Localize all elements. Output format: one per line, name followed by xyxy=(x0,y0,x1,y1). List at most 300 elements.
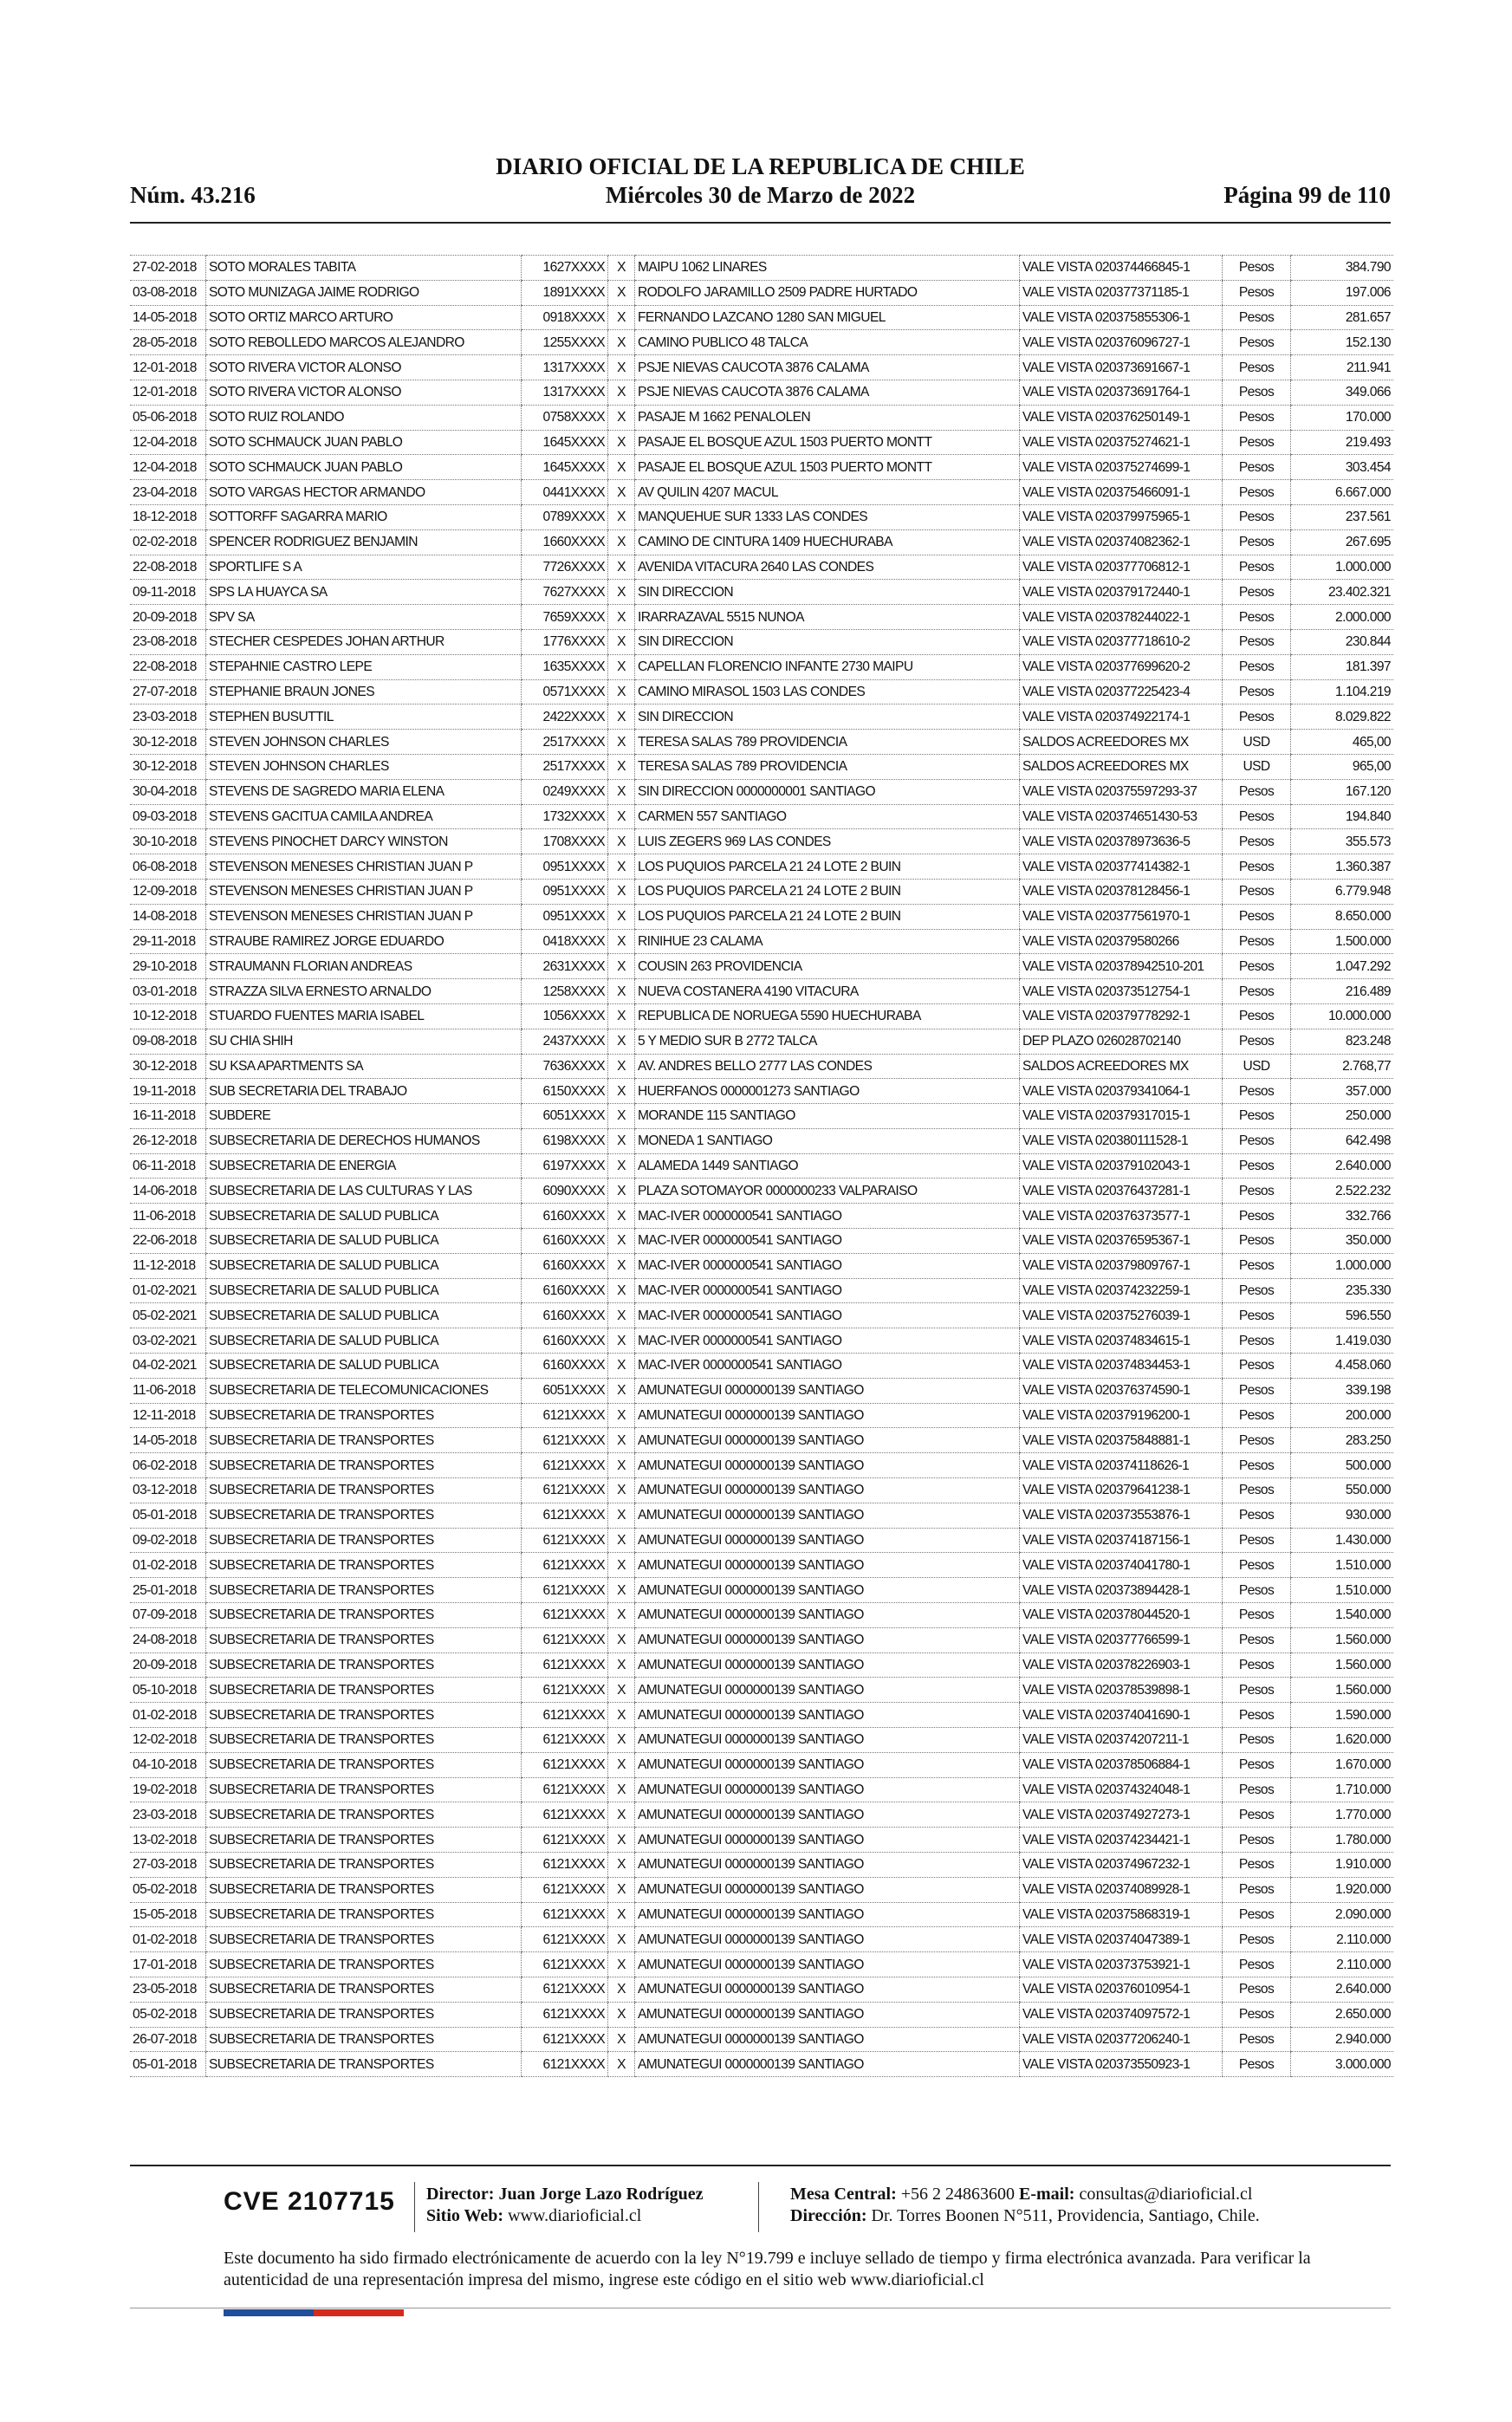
name-cell: SUBSECRETARIA DE TRANSPORTES xyxy=(206,1902,522,1927)
amount-cell: 181.397 xyxy=(1291,654,1394,679)
date-cell: 30-12-2018 xyxy=(130,1054,206,1079)
document-cell: VALE VISTA 020377561970-1 xyxy=(1020,904,1223,929)
rut-cell: 6121XXXX xyxy=(522,1952,608,1977)
amount-cell: 384.790 xyxy=(1291,256,1394,281)
mark-cell: X xyxy=(608,1204,635,1229)
currency-cell: Pesos xyxy=(1223,280,1291,305)
date-cell: 16-11-2018 xyxy=(130,1104,206,1129)
currency-cell: Pesos xyxy=(1223,330,1291,355)
name-cell: SOTO RUIZ ROLANDO xyxy=(206,405,522,430)
amount-cell: 235.330 xyxy=(1291,1278,1394,1303)
name-cell: STEVEN JOHNSON CHARLES xyxy=(206,730,522,755)
currency-cell: Pesos xyxy=(1223,854,1291,880)
amount-cell: 1.770.000 xyxy=(1291,1802,1394,1828)
currency-cell: Pesos xyxy=(1223,1403,1291,1428)
date-cell: 24-08-2018 xyxy=(130,1627,206,1653)
mark-cell: X xyxy=(608,1627,635,1653)
table-row xyxy=(130,1003,1393,1029)
document-cell: VALE VISTA 020376437281-1 xyxy=(1020,1179,1223,1204)
name-cell: SUBSECRETARIA DE TRANSPORTES xyxy=(206,1603,522,1628)
address-cell: ALAMEDA 1449 SANTIAGO xyxy=(635,1153,1020,1179)
date-cell: 09-03-2018 xyxy=(130,804,206,829)
rut-cell: 6121XXXX xyxy=(522,1553,608,1578)
mark-cell: X xyxy=(608,754,635,779)
date-cell: 03-01-2018 xyxy=(130,979,206,1004)
mark-cell: X xyxy=(608,904,635,929)
currency-cell: Pesos xyxy=(1223,1378,1291,1403)
address-cell: AV QUILIN 4207 MACUL xyxy=(635,480,1020,505)
name-cell: STECHER CESPEDES JOHAN ARTHUR xyxy=(206,629,522,654)
table-row xyxy=(130,1029,1393,1054)
rut-cell: 1776XXXX xyxy=(522,629,608,654)
mark-cell: X xyxy=(608,1229,635,1254)
date-cell: 05-01-2018 xyxy=(130,1503,206,1528)
currency-cell: Pesos xyxy=(1223,1128,1291,1153)
table-row xyxy=(130,1752,1393,1777)
name-cell: STEPHEN BUSUTTIL xyxy=(206,705,522,730)
document-cell: VALE VISTA 020378539898-1 xyxy=(1020,1678,1223,1703)
currency-cell: Pesos xyxy=(1223,455,1291,480)
date-cell: 05-10-2018 xyxy=(130,1678,206,1703)
currency-cell: Pesos xyxy=(1223,1927,1291,1952)
rut-cell: 1258XXXX xyxy=(522,979,608,1004)
address-cell: SIN DIRECCION xyxy=(635,580,1020,605)
mark-cell: X xyxy=(608,679,635,705)
rut-cell: 6160XXXX xyxy=(522,1204,608,1229)
address-cell: AMUNATEGUI 0000000139 SANTIAGO xyxy=(635,1503,1020,1528)
name-cell: STEVENS DE SAGREDO MARIA ELENA xyxy=(206,779,522,804)
date-cell: 14-05-2018 xyxy=(130,305,206,330)
date-cell: 14-08-2018 xyxy=(130,904,206,929)
address-cell: AMUNATEGUI 0000000139 SANTIAGO xyxy=(635,1752,1020,1777)
rut-cell: 1317XXXX xyxy=(522,355,608,380)
amount-cell: 1.710.000 xyxy=(1291,1777,1394,1802)
table-row xyxy=(130,1179,1393,1204)
amount-cell: 1.540.000 xyxy=(1291,1603,1394,1628)
rut-cell: 6121XXXX xyxy=(522,1678,608,1703)
mark-cell: X xyxy=(608,1503,635,1528)
amount-cell: 194.840 xyxy=(1291,804,1394,829)
rut-cell: 1635XXXX xyxy=(522,654,608,679)
mark-cell: X xyxy=(608,1877,635,1902)
mark-cell: X xyxy=(608,879,635,904)
address-cell: AVENIDA VITACURA 2640 LAS CONDES xyxy=(635,555,1020,580)
date-cell: 07-09-2018 xyxy=(130,1603,206,1628)
amount-cell: 10.000.000 xyxy=(1291,1003,1394,1029)
mark-cell: X xyxy=(608,280,635,305)
rut-cell: 1255XXXX xyxy=(522,330,608,355)
legal-notice: Este documento ha sido firmado electrónicamente de acuerdo con la ley N°19.799 e incluye sellado de tiempo y firma electrónica avanzada. Para verificar la autenticidad de una representación impresa del mismo, ingrese este código en el sitio web www.diarioficial.cl xyxy=(224,2249,1311,2289)
mark-cell: X xyxy=(608,1378,635,1403)
table-row xyxy=(130,529,1393,555)
document-cell: VALE VISTA 020379778292-1 xyxy=(1020,1003,1223,1029)
currency-cell: Pesos xyxy=(1223,1079,1291,1104)
address-cell: SIN DIRECCION 0000000001 SANTIAGO xyxy=(635,779,1020,804)
document-cell: VALE VISTA 020377718610-2 xyxy=(1020,629,1223,654)
rut-cell: 6121XXXX xyxy=(522,2002,608,2027)
rut-cell: 7636XXXX xyxy=(522,1054,608,1079)
rut-cell: 0571XXXX xyxy=(522,679,608,705)
date-cell: 12-01-2018 xyxy=(130,380,206,405)
address-cell: LOS PUQUIOS PARCELA 21 24 LOTE 2 BUIN xyxy=(635,854,1020,880)
amount-cell: 2.110.000 xyxy=(1291,1952,1394,1977)
rut-cell: 1645XXXX xyxy=(522,455,608,480)
table-row xyxy=(130,779,1393,804)
rut-cell: 6121XXXX xyxy=(522,1653,608,1678)
date-cell: 29-10-2018 xyxy=(130,954,206,979)
amount-cell: 250.000 xyxy=(1291,1104,1394,1129)
document-cell: VALE VISTA 020374927273-1 xyxy=(1020,1802,1223,1828)
document-cell: VALE VISTA 020378044520-1 xyxy=(1020,1603,1223,1628)
amount-cell: 1.500.000 xyxy=(1291,929,1394,954)
name-cell: SUBSECRETARIA DE TRANSPORTES xyxy=(206,1728,522,1753)
mark-cell: X xyxy=(608,529,635,555)
document-cell: VALE VISTA 020373691667-1 xyxy=(1020,355,1223,380)
date-cell: 18-12-2018 xyxy=(130,504,206,529)
mark-cell: X xyxy=(608,1752,635,1777)
table-row xyxy=(130,754,1393,779)
mark-cell: X xyxy=(608,1104,635,1129)
date-cell: 23-03-2018 xyxy=(130,705,206,730)
table-row xyxy=(130,879,1393,904)
currency-cell: Pesos xyxy=(1223,2002,1291,2027)
document-cell: VALE VISTA 020379341064-1 xyxy=(1020,1079,1223,1104)
date-cell: 12-01-2018 xyxy=(130,355,206,380)
mark-cell: X xyxy=(608,1703,635,1728)
mark-cell: X xyxy=(608,779,635,804)
address-cell: AMUNATEGUI 0000000139 SANTIAGO xyxy=(635,1853,1020,1878)
rut-cell: 6160XXXX xyxy=(522,1303,608,1328)
amount-cell: 2.640.000 xyxy=(1291,1977,1394,2002)
rut-cell: 6121XXXX xyxy=(522,1853,608,1878)
currency-cell: Pesos xyxy=(1223,2027,1291,2052)
address-cell: AMUNATEGUI 0000000139 SANTIAGO xyxy=(635,1528,1020,1553)
amount-cell: 596.550 xyxy=(1291,1303,1394,1328)
table-row xyxy=(130,455,1393,480)
amount-cell: 237.561 xyxy=(1291,504,1394,529)
currency-cell: Pesos xyxy=(1223,1029,1291,1054)
amount-cell: 1.360.387 xyxy=(1291,854,1394,880)
document-cell: VALE VISTA 020373894428-1 xyxy=(1020,1578,1223,1603)
document-cell: VALE VISTA 020374234421-1 xyxy=(1020,1828,1223,1853)
mark-cell: X xyxy=(608,330,635,355)
mark-cell: X xyxy=(608,1054,635,1079)
address-cell: HUERFANOS 0000001273 SANTIAGO xyxy=(635,1079,1020,1104)
mark-cell: X xyxy=(608,730,635,755)
date-cell: 04-10-2018 xyxy=(130,1752,206,1777)
amount-cell: 823.248 xyxy=(1291,1029,1394,1054)
currency-cell: Pesos xyxy=(1223,904,1291,929)
mark-cell: X xyxy=(608,1853,635,1878)
document-cell: VALE VISTA 020375466091-1 xyxy=(1020,480,1223,505)
currency-cell: Pesos xyxy=(1223,605,1291,630)
mark-cell: X xyxy=(608,1003,635,1029)
currency-cell: Pesos xyxy=(1223,256,1291,281)
currency-cell: Pesos xyxy=(1223,1553,1291,1578)
currency-cell: Pesos xyxy=(1223,829,1291,854)
table-row xyxy=(130,804,1393,829)
address-cell: 5 Y MEDIO SUR B 2772 TALCA xyxy=(635,1029,1020,1054)
address-cell: AMUNATEGUI 0000000139 SANTIAGO xyxy=(635,1902,1020,1927)
mark-cell: X xyxy=(608,1828,635,1853)
mark-cell: X xyxy=(608,1428,635,1453)
date-cell: 23-04-2018 xyxy=(130,480,206,505)
document-cell: VALE VISTA 020374922174-1 xyxy=(1020,705,1223,730)
amount-cell: 1.560.000 xyxy=(1291,1627,1394,1653)
rut-cell: 6121XXXX xyxy=(522,1703,608,1728)
table-row xyxy=(130,1104,1393,1129)
name-cell: STRAUMANN FLORIAN ANDREAS xyxy=(206,954,522,979)
amount-cell: 1.590.000 xyxy=(1291,1703,1394,1728)
email-label: E-mail: xyxy=(1019,2185,1075,2204)
address-cell: LOS PUQUIOS PARCELA 21 24 LOTE 2 BUIN xyxy=(635,879,1020,904)
rut-cell: 6160XXXX xyxy=(522,1253,608,1278)
address-cell: IRARRAZAVAL 5515 NUNOA xyxy=(635,605,1020,630)
date-cell: 04-02-2021 xyxy=(130,1354,206,1379)
issue-number: Núm. 43.216 xyxy=(130,182,256,208)
mark-cell: X xyxy=(608,1453,635,1478)
date-cell: 05-06-2018 xyxy=(130,405,206,430)
rut-cell: 6090XXXX xyxy=(522,1179,608,1204)
name-cell: SPS LA HUAYCA SA xyxy=(206,580,522,605)
currency-cell: Pesos xyxy=(1223,1627,1291,1653)
date-cell: 19-11-2018 xyxy=(130,1079,206,1104)
site-label: Sitio Web: xyxy=(426,2206,504,2225)
date-cell: 01-02-2018 xyxy=(130,1927,206,1952)
date-cell: 01-02-2018 xyxy=(130,1553,206,1578)
address-cell: AMUNATEGUI 0000000139 SANTIAGO xyxy=(635,1977,1020,2002)
mark-cell: X xyxy=(608,1728,635,1753)
name-cell: SUBSECRETARIA DE TRANSPORTES xyxy=(206,1653,522,1678)
currency-cell: USD xyxy=(1223,1054,1291,1079)
email-link[interactable]: consultas@diarioficial.cl xyxy=(1079,2185,1253,2204)
amount-cell: 1.560.000 xyxy=(1291,1678,1394,1703)
mark-cell: X xyxy=(608,705,635,730)
currency-cell: Pesos xyxy=(1223,705,1291,730)
mark-cell: X xyxy=(608,979,635,1004)
table-row xyxy=(130,1952,1393,1977)
date-cell: 11-12-2018 xyxy=(130,1253,206,1278)
mark-cell: X xyxy=(608,1079,635,1104)
rut-cell: 6121XXXX xyxy=(522,1752,608,1777)
table-row xyxy=(130,1153,1393,1179)
rut-cell: 1891XXXX xyxy=(522,280,608,305)
document-cell: VALE VISTA 020374651430-53 xyxy=(1020,804,1223,829)
mark-cell: X xyxy=(608,1603,635,1628)
rut-cell: 7627XXXX xyxy=(522,580,608,605)
mark-cell: X xyxy=(608,430,635,455)
rut-cell: 2517XXXX xyxy=(522,754,608,779)
currency-cell: Pesos xyxy=(1223,480,1291,505)
document-cell: VALE VISTA 020374967232-1 xyxy=(1020,1853,1223,1878)
name-cell: SUBSECRETARIA DE TRANSPORTES xyxy=(206,1553,522,1578)
address-cell: CARMEN 557 SANTIAGO xyxy=(635,804,1020,829)
document-cell: DEP PLAZO 026028702140 xyxy=(1020,1029,1223,1054)
amount-cell: 2.640.000 xyxy=(1291,1153,1394,1179)
amount-cell: 23.402.321 xyxy=(1291,580,1394,605)
amount-cell: 1.000.000 xyxy=(1291,555,1394,580)
date-cell: 13-02-2018 xyxy=(130,1828,206,1853)
name-cell: SUBSECRETARIA DE TRANSPORTES xyxy=(206,1802,522,1828)
date-cell: 09-02-2018 xyxy=(130,1528,206,1553)
currency-cell: Pesos xyxy=(1223,504,1291,529)
address-cell: AMUNATEGUI 0000000139 SANTIAGO xyxy=(635,2027,1020,2052)
document-cell: VALE VISTA 020379580266 xyxy=(1020,929,1223,954)
currency-cell: Pesos xyxy=(1223,1777,1291,1802)
page-header xyxy=(130,153,1391,215)
table-row xyxy=(130,1653,1393,1678)
date-cell: 11-06-2018 xyxy=(130,1378,206,1403)
mark-cell: X xyxy=(608,1303,635,1328)
mark-cell: X xyxy=(608,1153,635,1179)
currency-cell: Pesos xyxy=(1223,580,1291,605)
mark-cell: X xyxy=(608,1952,635,1977)
currency-cell: Pesos xyxy=(1223,979,1291,1004)
date-cell: 27-02-2018 xyxy=(130,256,206,281)
document-cell: VALE VISTA 020373691764-1 xyxy=(1020,380,1223,405)
mark-cell: X xyxy=(608,1403,635,1428)
cve-code: CVE 2107715 xyxy=(224,2187,395,2216)
name-cell: SUBSECRETARIA DE SALUD PUBLICA xyxy=(206,1229,522,1254)
document-cell: VALE VISTA 020378244022-1 xyxy=(1020,605,1223,630)
table-row xyxy=(130,1079,1393,1104)
mark-cell: X xyxy=(608,1777,635,1802)
document-cell: VALE VISTA 020375276039-1 xyxy=(1020,1303,1223,1328)
currency-cell: Pesos xyxy=(1223,430,1291,455)
name-cell: SUBSECRETARIA DE TRANSPORTES xyxy=(206,1752,522,1777)
table-row xyxy=(130,405,1393,430)
address-cell: AMUNATEGUI 0000000139 SANTIAGO xyxy=(635,1578,1020,1603)
name-cell: STEVENS GACITUA CAMILA ANDREA xyxy=(206,804,522,829)
amount-cell: 2.522.232 xyxy=(1291,1179,1394,1204)
amount-cell: 2.768,77 xyxy=(1291,1054,1394,1079)
currency-cell: Pesos xyxy=(1223,629,1291,654)
rut-cell: 6121XXXX xyxy=(522,1777,608,1802)
rut-cell: 0418XXXX xyxy=(522,929,608,954)
date-cell: 30-12-2018 xyxy=(130,730,206,755)
rut-cell: 6150XXXX xyxy=(522,1079,608,1104)
rut-cell: 1056XXXX xyxy=(522,1003,608,1029)
name-cell: SOTO SCHMAUCK JUAN PABLO xyxy=(206,455,522,480)
date-cell: 30-04-2018 xyxy=(130,779,206,804)
rut-cell: 2517XXXX xyxy=(522,730,608,755)
date-cell: 22-08-2018 xyxy=(130,555,206,580)
currency-cell: USD xyxy=(1223,730,1291,755)
address-cell: CAMINO PUBLICO 48 TALCA xyxy=(635,330,1020,355)
name-cell: SOTO VARGAS HECTOR ARMANDO xyxy=(206,480,522,505)
site-link[interactable]: www.diarioficial.cl xyxy=(508,2206,642,2225)
table-row xyxy=(130,1728,1393,1753)
address-cell: AMUNATEGUI 0000000139 SANTIAGO xyxy=(635,1428,1020,1453)
amount-cell: 1.780.000 xyxy=(1291,1828,1394,1853)
mark-cell: X xyxy=(608,405,635,430)
address-cell: MAC-IVER 0000000541 SANTIAGO xyxy=(635,1328,1020,1354)
date-cell: 06-02-2018 xyxy=(130,1453,206,1478)
date-cell: 09-08-2018 xyxy=(130,1029,206,1054)
currency-cell: Pesos xyxy=(1223,1153,1291,1179)
currency-cell: Pesos xyxy=(1223,555,1291,580)
document-cell: VALE VISTA 020379641238-1 xyxy=(1020,1478,1223,1503)
document-cell: VALE VISTA 020373753921-1 xyxy=(1020,1952,1223,1977)
mesa-phone: +56 2 24863600 xyxy=(900,2185,1016,2204)
currency-cell: Pesos xyxy=(1223,2052,1291,2077)
address-cell: AMUNATEGUI 0000000139 SANTIAGO xyxy=(635,1453,1020,1478)
address-label: Dirección: xyxy=(790,2206,867,2225)
table-row xyxy=(130,305,1393,330)
rut-cell: 6051XXXX xyxy=(522,1104,608,1129)
name-cell: SUBSECRETARIA DE SALUD PUBLICA xyxy=(206,1278,522,1303)
address-cell: AMUNATEGUI 0000000139 SANTIAGO xyxy=(635,1553,1020,1578)
table-row xyxy=(130,1503,1393,1528)
address-cell: RINIHUE 23 CALAMA xyxy=(635,929,1020,954)
document-cell: VALE VISTA 020378506884-1 xyxy=(1020,1752,1223,1777)
date-cell: 15-05-2018 xyxy=(130,1902,206,1927)
date-cell: 19-02-2018 xyxy=(130,1777,206,1802)
amount-cell: 332.766 xyxy=(1291,1204,1394,1229)
date-cell: 02-02-2018 xyxy=(130,529,206,555)
amount-cell: 642.498 xyxy=(1291,1128,1394,1153)
mark-cell: X xyxy=(608,1902,635,1927)
table-row xyxy=(130,380,1393,405)
document-cell: VALE VISTA 020377706812-1 xyxy=(1020,555,1223,580)
amount-cell: 197.006 xyxy=(1291,280,1394,305)
rut-cell: 1627XXXX xyxy=(522,256,608,281)
address-cell: COUSIN 263 PROVIDENCIA xyxy=(635,954,1020,979)
date-cell: 14-05-2018 xyxy=(130,1428,206,1453)
document-cell: VALE VISTA 020374041690-1 xyxy=(1020,1703,1223,1728)
amount-cell: 1.000.000 xyxy=(1291,1253,1394,1278)
currency-cell: Pesos xyxy=(1223,1952,1291,1977)
rut-cell: 2422XXXX xyxy=(522,705,608,730)
address-cell: CAPELLAN FLORENCIO INFANTE 2730 MAIPU xyxy=(635,654,1020,679)
date-cell: 17-01-2018 xyxy=(130,1952,206,1977)
date-cell: 12-02-2018 xyxy=(130,1728,206,1753)
address-cell: AMUNATEGUI 0000000139 SANTIAGO xyxy=(635,1728,1020,1753)
currency-cell: Pesos xyxy=(1223,1478,1291,1503)
address-cell: AMUNATEGUI 0000000139 SANTIAGO xyxy=(635,1653,1020,1678)
currency-cell: Pesos xyxy=(1223,1853,1291,1878)
name-cell: STRAZZA SILVA ERNESTO ARNALDO xyxy=(206,979,522,1004)
rut-cell: 0249XXXX xyxy=(522,779,608,804)
date-cell: 09-11-2018 xyxy=(130,580,206,605)
rut-cell: 6121XXXX xyxy=(522,1877,608,1902)
mesa-label: Mesa Central: xyxy=(790,2185,897,2204)
rut-cell: 1732XXXX xyxy=(522,804,608,829)
document-cell: VALE VISTA 020375855306-1 xyxy=(1020,305,1223,330)
name-cell: SUBSECRETARIA DE SALUD PUBLICA xyxy=(206,1303,522,1328)
amount-cell: 4.458.060 xyxy=(1291,1354,1394,1379)
name-cell: STEPHANIE BRAUN JONES xyxy=(206,679,522,705)
rut-cell: 6198XXXX xyxy=(522,1128,608,1153)
address-cell: MAC-IVER 0000000541 SANTIAGO xyxy=(635,1303,1020,1328)
amount-cell: 211.941 xyxy=(1291,355,1394,380)
date-cell: 14-06-2018 xyxy=(130,1179,206,1204)
document-cell: VALE VISTA 020378942510-201 xyxy=(1020,954,1223,979)
document-cell: VALE VISTA 020375274621-1 xyxy=(1020,430,1223,455)
records-table-body xyxy=(130,256,1393,2077)
table-row xyxy=(130,1278,1393,1303)
currency-cell: Pesos xyxy=(1223,1003,1291,1029)
currency-cell: Pesos xyxy=(1223,1603,1291,1628)
date-cell: 26-12-2018 xyxy=(130,1128,206,1153)
address-cell: AMUNATEGUI 0000000139 SANTIAGO xyxy=(635,1927,1020,1952)
name-cell: SUBSECRETARIA DE TRANSPORTES xyxy=(206,1428,522,1453)
currency-cell: USD xyxy=(1223,754,1291,779)
date-cell: 03-12-2018 xyxy=(130,1478,206,1503)
header-divider xyxy=(130,222,1391,224)
amount-cell: 1.104.219 xyxy=(1291,679,1394,705)
currency-cell: Pesos xyxy=(1223,1204,1291,1229)
